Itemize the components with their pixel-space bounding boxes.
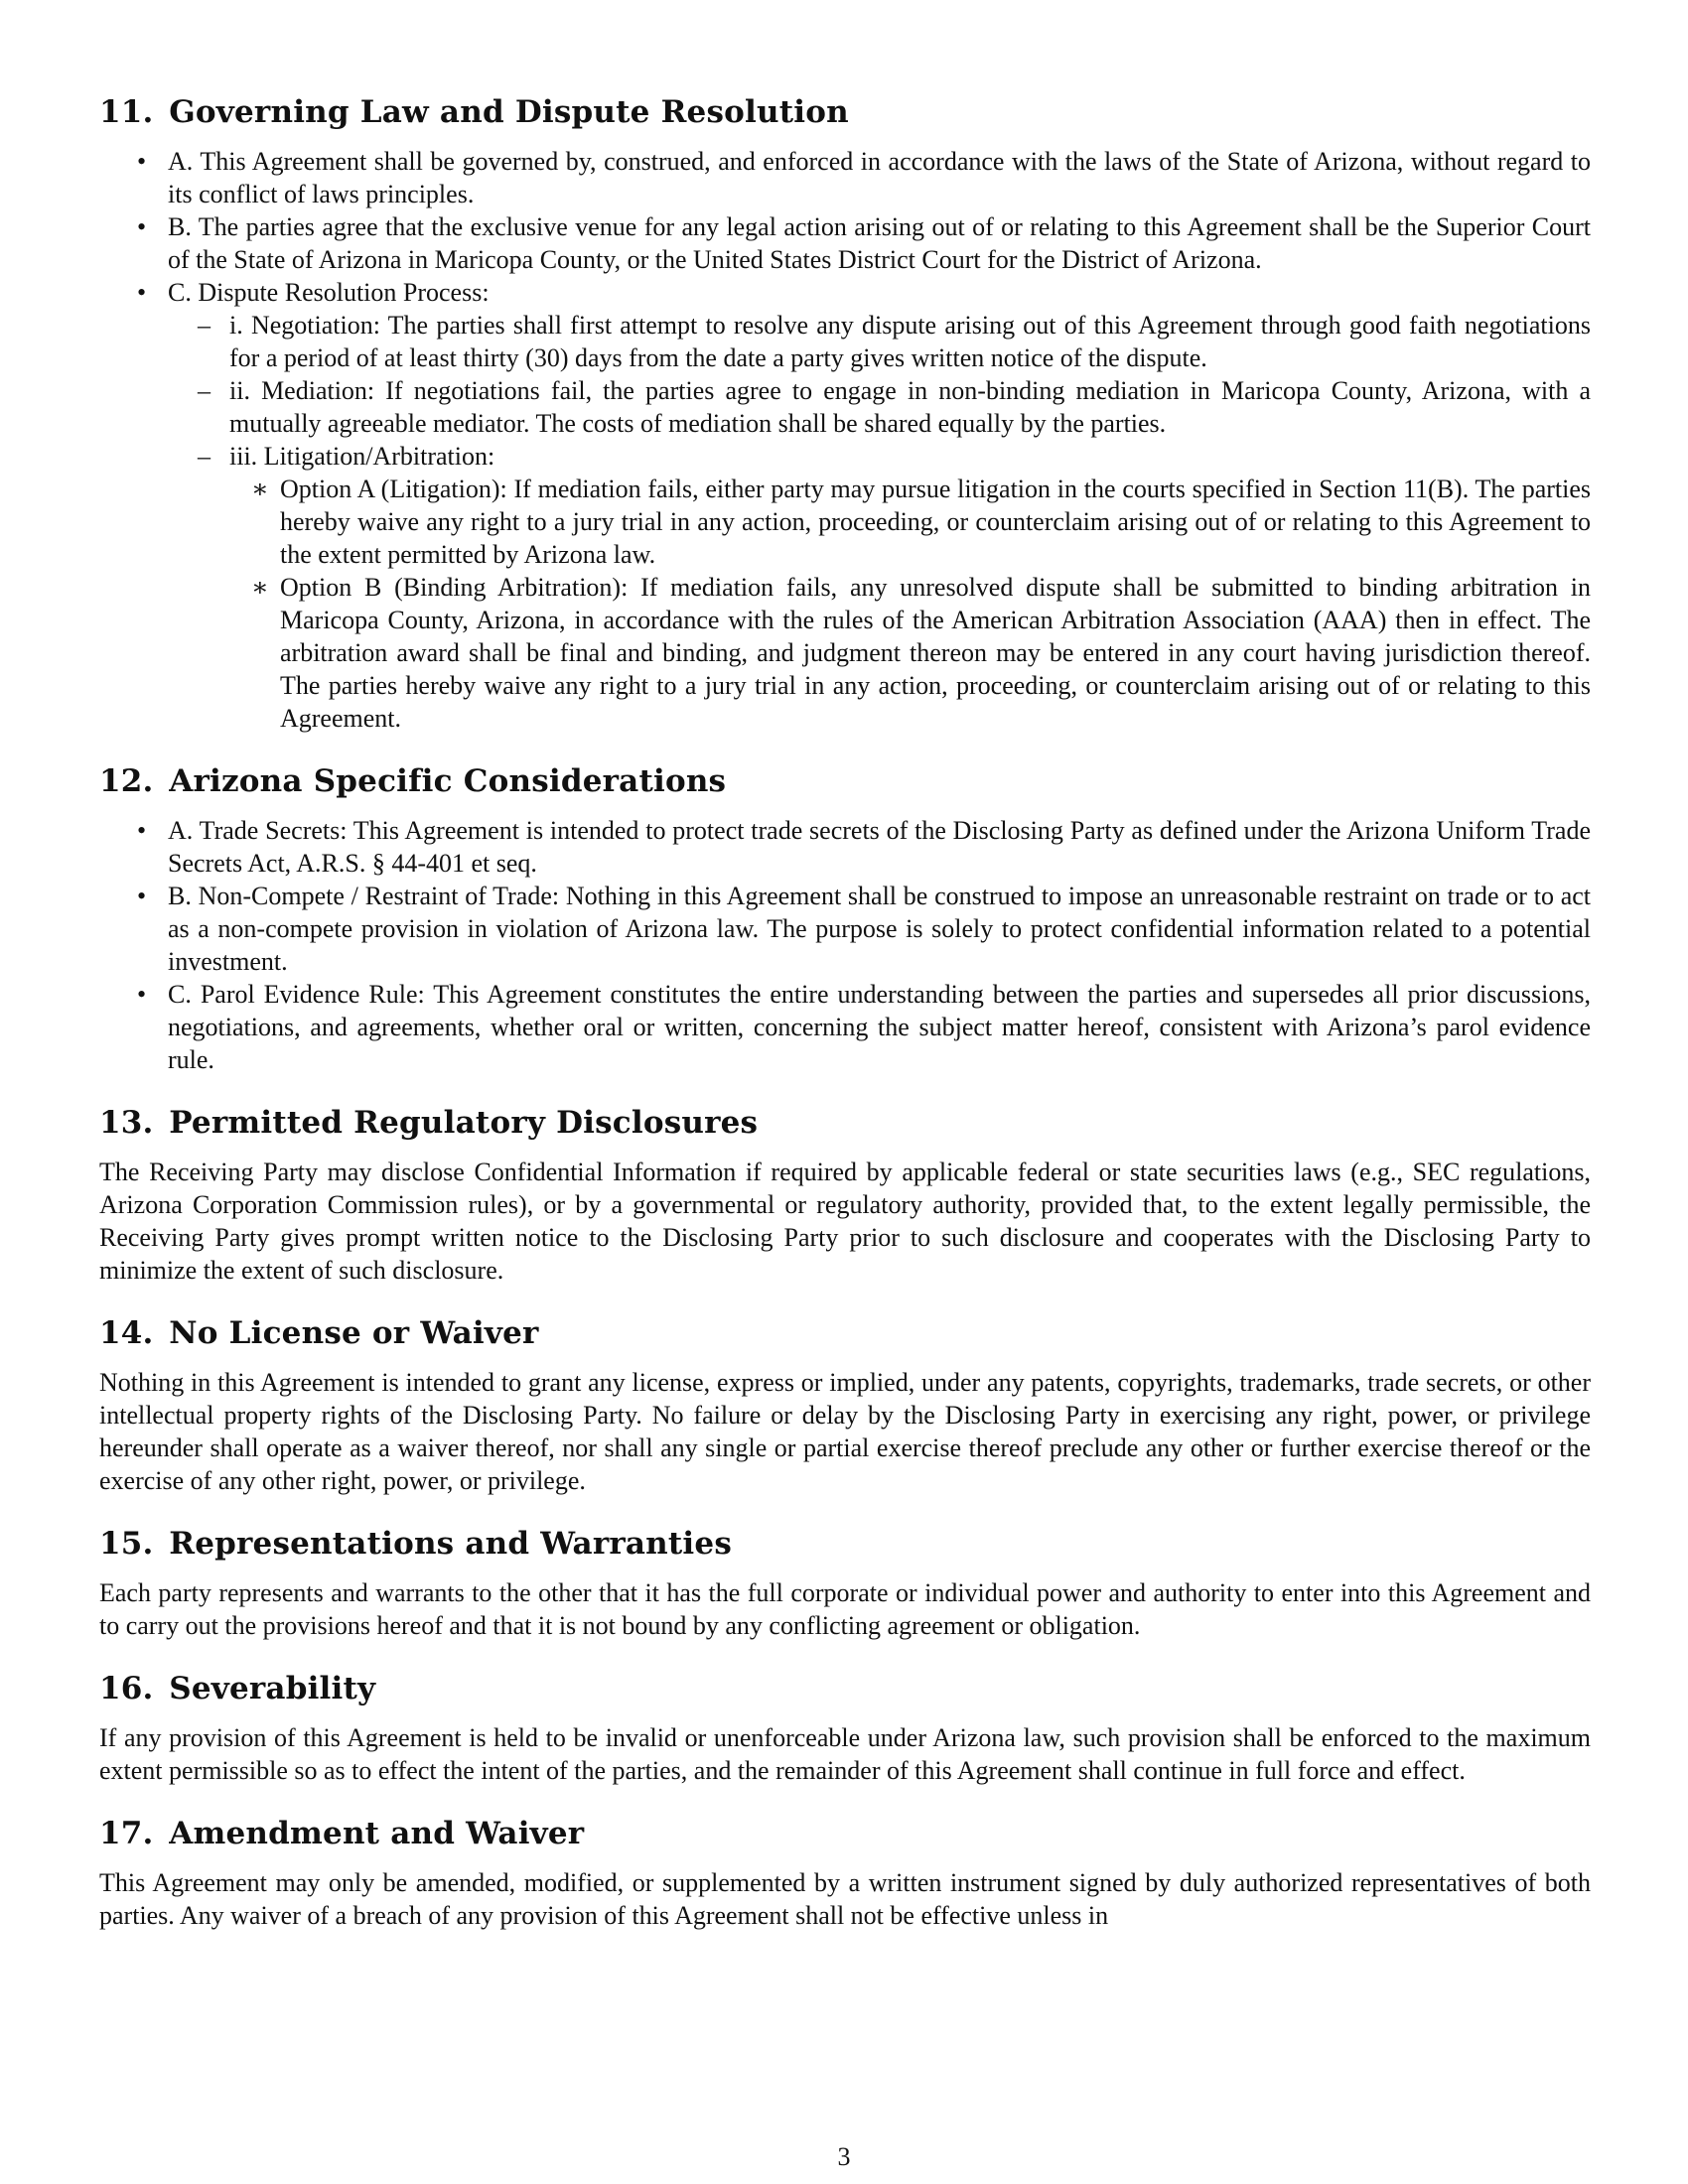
section-11-heading: 11. Governing Law and Dispute Resolution (99, 94, 849, 130)
dispute-step-litigation-label: iii. Litigation/Arbitration: (229, 442, 495, 471)
section-12-item-b: • B. Non-Compete / Restraint of Trade: Nothing in this Agreement shall be construed to impose an unreasonable restraint on trade or to act as a non-compete provision in violation of Arizona law. The purpose is solely to protect confidential information related to a potential investment. (99, 880, 1591, 978)
section-16 (99, 1670, 1591, 1787)
section-14 (99, 1314, 1591, 1497)
section-13-body: The Receiving Party may disclose Confidential Information if required by applicable federal or state securities laws (e.g., SEC regulations, Arizona Corporation Commission rules), or by a governmental or regulatory authority, provided that, to the extent legally permissible, the Receiving Party gives prompt written notice to the Disclosing Party prior to such disclosure and cooperates with the Disclosing Party to minimize the extent of such disclosure. (99, 1158, 1591, 1285)
section-15-body: Each party represents and warrants to the other that it has the full corporate or individual power and authority to enter into this Agreement and to carry out the provisions hereof and that it is not bound by any conflicting agreement or obligation. (99, 1578, 1591, 1640)
section-14-body: Nothing in this Agreement is intended to grant any license, express or implied, under any patents, copyrights, trademarks, trade secrets, or other intellectual property rights of the Disclosing Party. No failure or delay by the Disclosing Party in exercising any right, power, or privilege hereunder shall operate as a waiver thereof, nor shall any single or partial exercise thereof preclude any other or further exercise thereof or the exercise of any other right, power, or privilege. (99, 1368, 1591, 1495)
section-11-item-b: • B. The parties agree that the exclusive venue for any legal action arising out of or relating to this Agreement shall be the Superior Court of the State of Arizona in Maricopa County, or the United States District Court for the District of Arizona. (99, 210, 1591, 276)
dispute-process-list (168, 309, 1591, 735)
section-16-heading: 16. Severability (99, 1671, 376, 1706)
section-11-list (99, 145, 1591, 735)
section-13-heading: 13. Permitted Regulatory Disclosures (99, 1105, 759, 1141)
option-a-litigation: ∗ Option A (Litigation): If mediation fails, either party may pursue litigation in the courts specified in Section 11(B). The parties hereby waive any right to a jury trial in any action, proceeding, or counterclaim arising out of or relating to this Agreement to the extent permitted by Arizona law. (229, 473, 1591, 571)
section-16-body: If any provision of this Agreement is held to be invalid or unenforceable under Arizona law, such provision shall be enforced to the maximum extent permissible so as to effect the intent of the parties, and the remainder of this Agreement shall continue in full force and effect. (99, 1723, 1591, 1785)
section-13 (99, 1104, 1591, 1287)
section-11-item-c-label: C. Dispute Resolution Process: (168, 278, 490, 307)
section-17-body: This Agreement may only be amended, modified, or supplemented by a written instrument signed by duly authorized representatives of both parties. Any waiver of a breach of any provision of this Agreement shall not be effective unless in (99, 1868, 1591, 1930)
dispute-step-mediation: – ii. Mediation: If negotiations fail, the parties agree to engage in non-binding mediation in Maricopa County, Arizona, with a mutually agreeable mediator. The costs of mediation shall be shared equally by the parties. (168, 374, 1591, 440)
page-number: 3 (837, 2142, 851, 2171)
dispute-step-litigation (168, 440, 1591, 735)
section-17-heading: 17. Amendment and Waiver (99, 1816, 585, 1851)
section-12 (99, 762, 1591, 1076)
section-15-heading: 15. Representations and Warranties (99, 1526, 732, 1562)
option-b-arbitration: ∗ Option B (Binding Arbitration): If mediation fails, any unresolved dispute shall be submitted to binding arbitration in Maricopa County, Arizona, in accordance with the rules of the American Arbitration Association (AAA) then in effect. The arbitration award shall be final and binding, and judgment thereon may be entered in any court having jurisdiction thereof. The parties hereby waive any right to a jury trial in any action, proceeding, or counterclaim arising out of or relating to this Agreement. (229, 571, 1591, 735)
page-content (99, 93, 1591, 1960)
section-12-list (99, 814, 1591, 1076)
section-15 (99, 1525, 1591, 1642)
litigation-options-list (229, 473, 1591, 735)
section-17 (99, 1815, 1591, 1932)
dispute-step-negotiation: – i. Negotiation: The parties shall first attempt to resolve any dispute arising out of this Agreement through good faith negotiations for a period of at least thirty (30) days from the date a party gives written notice of the dispute. (168, 309, 1591, 374)
section-12-item-c: • C. Parol Evidence Rule: This Agreement constitutes the entire understanding between the parties and supersedes all prior discussions, negotiations, and agreements, whether oral or written, concerning the subject matter hereof, consistent with Arizona’s parol evidence rule. (99, 978, 1591, 1076)
section-12-item-a: • A. Trade Secrets: This Agreement is intended to protect trade secrets of the Disclosing Party as defined under the Arizona Uniform Trade Secrets Act, A.R.S. § 44-401 et seq. (99, 814, 1591, 880)
section-11-item-c (99, 276, 1591, 735)
section-12-heading: 12. Arizona Specific Considerations (99, 763, 727, 799)
section-11-item-a: • A. This Agreement shall be governed by, construed, and enforced in accordance with the laws of the State of Arizona, without regard to its conflict of laws principles. (99, 145, 1591, 210)
section-11 (99, 93, 1591, 735)
section-14-heading: 14. No License or Waiver (99, 1315, 539, 1351)
